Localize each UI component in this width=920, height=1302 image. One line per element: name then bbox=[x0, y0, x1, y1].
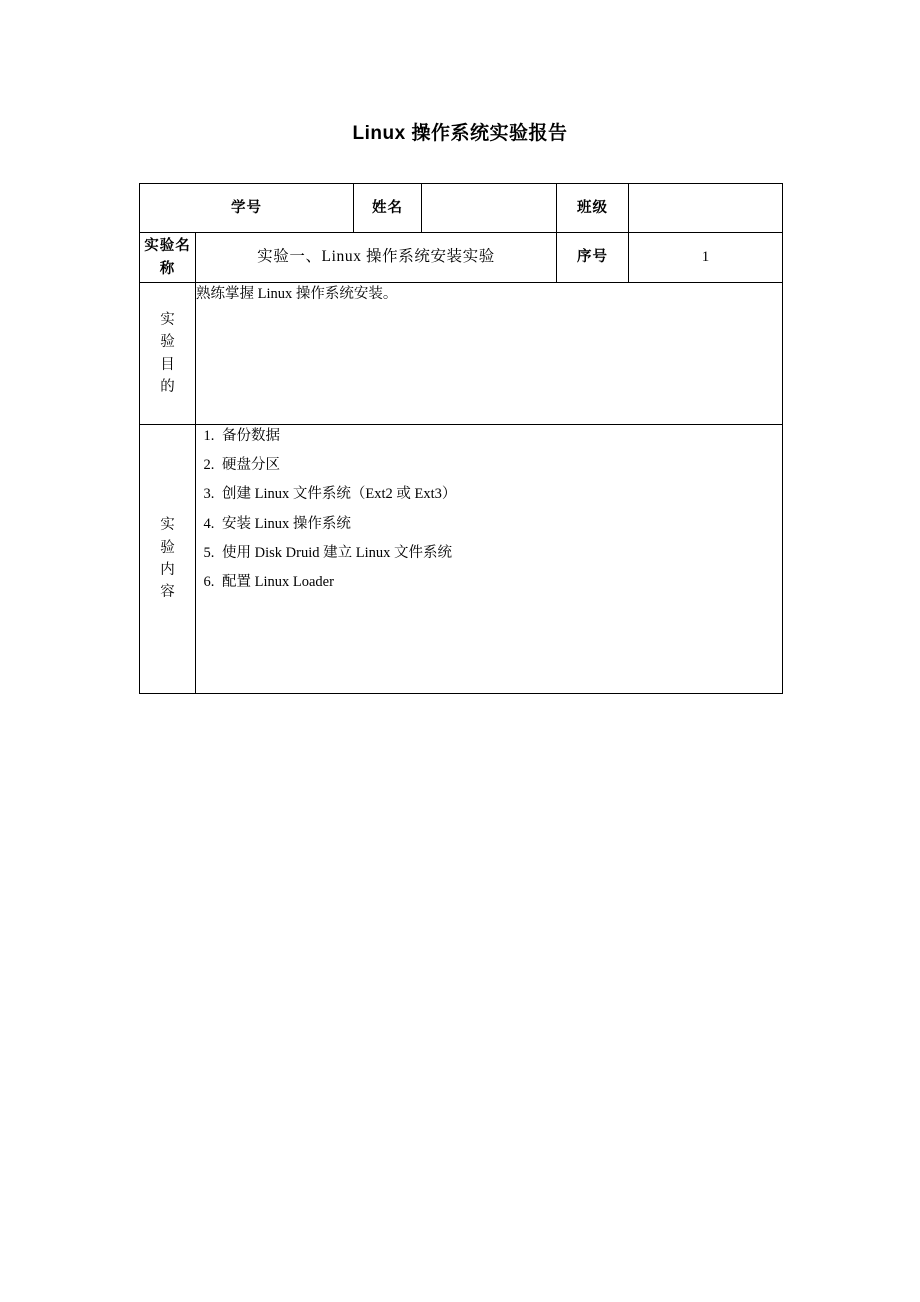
table-row bbox=[140, 425, 783, 694]
label-experiment-name: 实验名称 bbox=[140, 233, 196, 283]
list-item: 3. 创建 Linux 文件系统（Ext2 或 Ext3） bbox=[218, 483, 782, 506]
value-experiment-name[interactable]: 实验一、Linux 操作系统安装实验 bbox=[196, 233, 557, 283]
table-row bbox=[140, 283, 783, 425]
label-experiment-purpose bbox=[140, 283, 196, 425]
list-item: 1. 备份数据 bbox=[218, 425, 782, 448]
label-student-name: 姓名 bbox=[354, 184, 422, 233]
label-char-1: 实 bbox=[160, 517, 175, 534]
label-char-3: 内 bbox=[160, 562, 175, 578]
list-item: 4. 安装 Linux 操作系统 bbox=[218, 513, 782, 536]
label-char-2: 验 bbox=[160, 539, 175, 556]
label-student-id: 学号 bbox=[140, 184, 354, 233]
label-char-4: 容 bbox=[160, 584, 175, 601]
value-sequence[interactable]: 1 bbox=[629, 233, 783, 283]
list-item: 6. 配置 Linux Loader bbox=[218, 571, 782, 594]
page-title: Linux 操作系统实验报告 bbox=[352, 123, 568, 144]
table-row bbox=[140, 233, 783, 283]
label-experiment-content bbox=[140, 425, 196, 694]
value-experiment-purpose[interactable] bbox=[196, 283, 783, 425]
value-class[interactable] bbox=[629, 184, 783, 233]
value-student-name[interactable] bbox=[422, 184, 557, 233]
label-char-3: 目 bbox=[160, 356, 175, 373]
list-item: 2. 硬盘分区 bbox=[218, 454, 782, 477]
purpose-text: 熟练掌握 Linux 操作系统安装。 bbox=[196, 286, 398, 302]
label-char-1: 实 bbox=[160, 311, 175, 328]
experiment-report-table bbox=[139, 183, 783, 694]
value-experiment-content[interactable] bbox=[196, 425, 783, 694]
label-class: 班级 bbox=[557, 184, 629, 233]
list-item: 5. 使用 Disk Druid 建立 Linux 文件系统 bbox=[218, 542, 782, 565]
content-list bbox=[196, 425, 782, 594]
label-char-2: 验 bbox=[160, 334, 175, 351]
table-row bbox=[140, 184, 783, 233]
label-char-4: 的 bbox=[160, 378, 175, 395]
label-sequence: 序号 bbox=[557, 233, 629, 283]
